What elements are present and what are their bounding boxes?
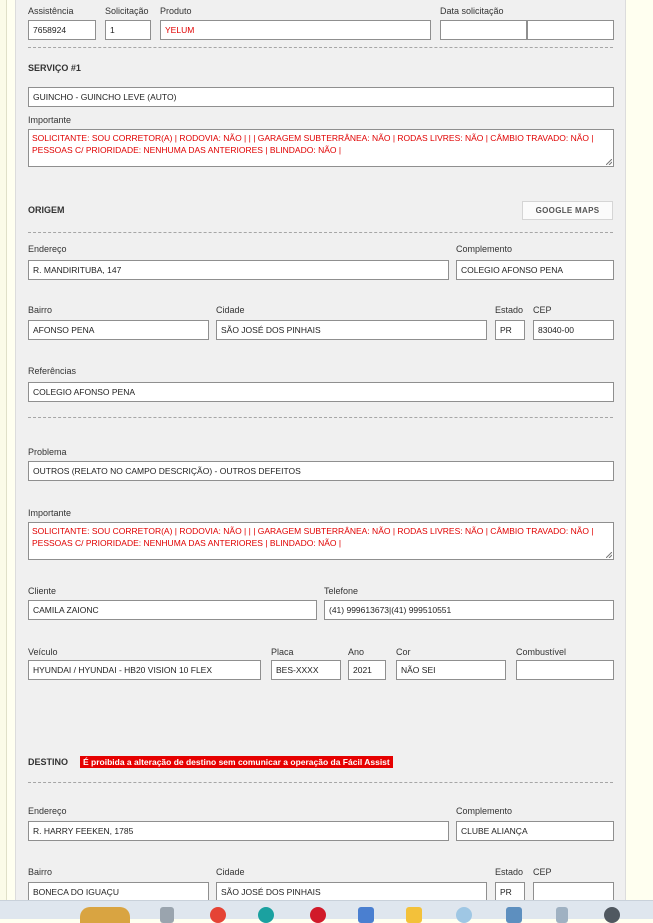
destino-complemento-input[interactable]: CLUBE ALIANÇA [456, 821, 614, 841]
problema-importante-text: SOLICITANTE: SOU CORRETOR(A) | RODOVIA: NÃO | | | GARAGEM SUBTERRÂNEA: NÃO | RODAS LIVRES: NÃO | CÂMBIO TRAVADO: NÃO | PESSOAS C/ PRIORIDADE: NENHUMA DAS ANTERIORES | BLINDADO: NÃO | [32, 526, 594, 548]
solicitacao-label: Solicitação [105, 6, 149, 16]
edge-icon[interactable] [258, 907, 274, 923]
monitor-icon[interactable] [506, 907, 522, 923]
origem-referencias-label: Referências [28, 366, 77, 376]
placa-input[interactable]: BES-XXXX [271, 660, 341, 680]
destino-cidade-input[interactable]: SÃO JOSÉ DOS PINHAIS [216, 882, 487, 902]
origem-cep-input[interactable]: 83040-00 [533, 320, 614, 340]
destino-complemento-label: Complemento [456, 806, 513, 816]
combustivel-input[interactable] [516, 660, 614, 680]
cliente-input[interactable]: CAMILA ZAIONC [28, 600, 317, 620]
origem-title: ORIGEM [28, 205, 65, 215]
data-solicitacao-label: Data solicitação [440, 6, 504, 16]
servico-importante-textarea[interactable] [28, 129, 614, 167]
solicitacao-input[interactable]: 1 [105, 20, 151, 40]
destino-cep-label: CEP [533, 867, 552, 877]
origem-complemento-label: Complemento [456, 244, 513, 254]
origem-complemento-input[interactable]: COLEGIO AFONSO PENA [456, 260, 614, 280]
origem-cidade-input[interactable]: SÃO JOSÉ DOS PINHAIS [216, 320, 487, 340]
opera-icon[interactable] [310, 907, 326, 923]
chrome-icon[interactable] [210, 907, 226, 923]
cliente-label: Cliente [28, 586, 57, 596]
destino-bairro-label: Bairro [28, 867, 53, 877]
file-explorer-icon[interactable] [160, 907, 174, 923]
telefone-label: Telefone [324, 586, 359, 596]
destino-cep-input[interactable] [533, 882, 614, 902]
destino-endereco-input[interactable]: R. HARRY FEEKEN, 1785 [28, 821, 449, 841]
veiculo-input[interactable]: HYUNDAI / HYUNDAI - HB20 VISION 10 FLEX [28, 660, 261, 680]
destino-bairro-input[interactable]: BONECA DO IGUAÇU [28, 882, 209, 902]
origem-cep-label: CEP [533, 305, 552, 315]
coffee-app-icon[interactable] [80, 907, 130, 923]
placa-label: Placa [271, 647, 294, 657]
divider [28, 47, 613, 48]
cor-input[interactable]: NÃO SEI [396, 660, 506, 680]
notepad-icon[interactable] [556, 907, 568, 923]
produto-input[interactable]: YELUM [160, 20, 431, 40]
servico-title: SERVIÇO #1 [28, 63, 81, 73]
data-solicitacao-input[interactable] [440, 20, 527, 40]
assistencia-label: Assistência [28, 6, 74, 16]
google-maps-button[interactable]: GOOGLE MAPS [522, 201, 613, 220]
left-margin-strip [0, 0, 7, 900]
cor-label: Cor [396, 647, 411, 657]
servico-importante-text: SOLICITANTE: SOU CORRETOR(A) | RODOVIA: NÃO | | | GARAGEM SUBTERRÂNEA: NÃO | RODAS LIVRES: NÃO | CÂMBIO TRAVADO: NÃO | PESSOAS C/ PRIORIDADE: NENHUMA DAS ANTERIORES | BLINDADO: NÃO | [32, 133, 594, 155]
divider [28, 782, 613, 783]
problema-label: Problema [28, 447, 67, 457]
taskbar [0, 900, 653, 919]
problema-importante-label: Importante [28, 508, 72, 518]
destino-endereco-label: Endereço [28, 806, 67, 816]
assistencia-input[interactable]: 7658924 [28, 20, 96, 40]
telefone-input[interactable]: (41) 999613673|(41) 999510551 [324, 600, 614, 620]
veiculo-label: Veículo [28, 647, 58, 657]
divider [28, 232, 613, 233]
origem-referencias-input[interactable]: COLEGIO AFONSO PENA [28, 382, 614, 402]
ano-input[interactable]: 2021 [348, 660, 386, 680]
origem-estado-input[interactable]: PR [495, 320, 525, 340]
destino-title: DESTINO [28, 757, 69, 767]
origem-bairro-input[interactable]: AFONSO PENA [28, 320, 209, 340]
destino-cidade-label: Cidade [216, 867, 245, 877]
combustivel-label: Combustível [516, 647, 567, 657]
problema-importante-textarea[interactable] [28, 522, 614, 560]
servico-importante-label: Importante [28, 115, 72, 125]
origem-cidade-label: Cidade [216, 305, 245, 315]
problema-input[interactable]: OUTROS (RELATO NO CAMPO DESCRIÇÃO) - OUTROS DEFEITOS [28, 461, 614, 481]
produto-label: Produto [160, 6, 192, 16]
resize-grip-icon[interactable] [606, 552, 612, 558]
origem-endereco-label: Endereço [28, 244, 67, 254]
hora-solicitacao-input[interactable] [527, 20, 614, 40]
destino-warning-badge: É proibida a alteração de destino sem comunicar a operação da Fácil Assist [80, 756, 393, 768]
ano-label: Ano [348, 647, 365, 657]
teams-icon[interactable] [358, 907, 374, 923]
servico-input[interactable]: GUINCHO - GUINCHO LEVE (AUTO) [28, 87, 614, 107]
divider [28, 417, 613, 418]
search-app-icon[interactable] [456, 907, 472, 923]
destino-estado-input[interactable]: PR [495, 882, 525, 902]
folder-icon[interactable] [406, 907, 422, 923]
origem-estado-label: Estado [495, 305, 524, 315]
destino-estado-label: Estado [495, 867, 524, 877]
resize-grip-icon[interactable] [606, 159, 612, 165]
origem-bairro-label: Bairro [28, 305, 53, 315]
settings-icon[interactable] [604, 907, 620, 923]
origem-endereco-input[interactable]: R. MANDIRITUBA, 147 [28, 260, 449, 280]
